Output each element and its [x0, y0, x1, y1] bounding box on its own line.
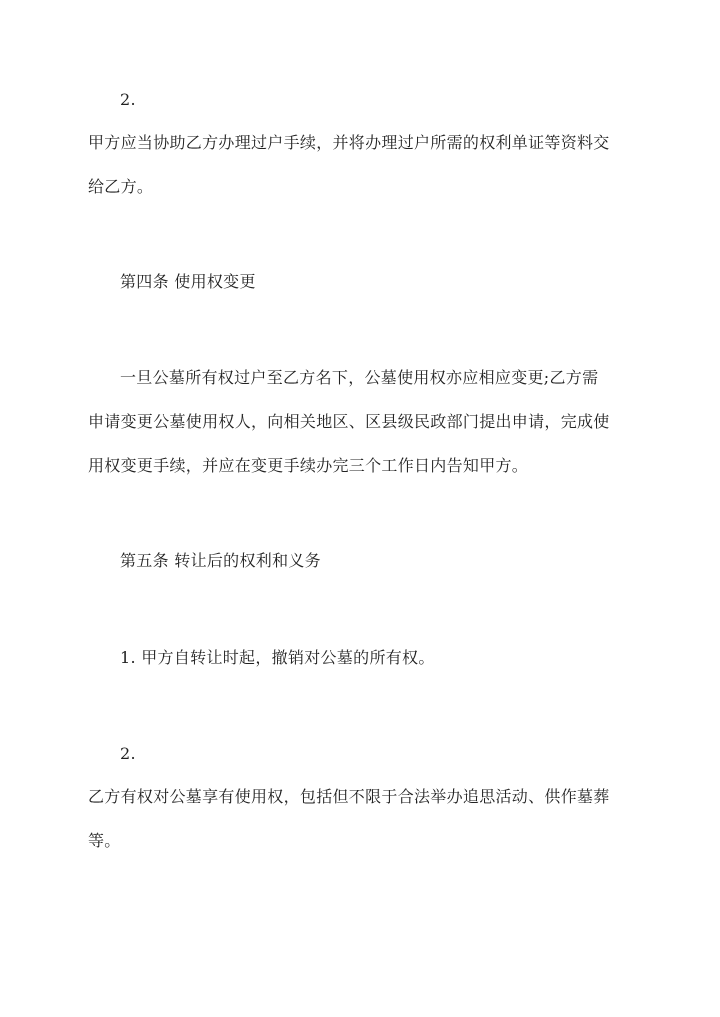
paragraph-line: 申请变更公墓使用权人，向相关地区、区县级民政部门提出申请，完成使 [88, 412, 610, 431]
article-heading: 第五条 转让后的权利和义务 [120, 551, 321, 570]
item-number: 2. [120, 744, 136, 763]
paragraph-line: 乙方有权对公墓享有使用权，包括但不限于合法举办追思活动、供作墓葬 [88, 787, 610, 806]
paragraph-line: 给乙方。 [88, 177, 154, 196]
paragraph-line: 一旦公墓所有权过户至乙方名下，公墓使用权亦应相应变更;乙方需 [120, 368, 599, 387]
article-heading: 第四条 使用权变更 [120, 272, 256, 291]
item-number: 2. [120, 90, 136, 109]
list-item: 1. 甲方自转让时起，撤销对公墓的所有权。 [120, 648, 435, 667]
paragraph-line: 甲方应当协助乙方办理过户手续，并将办理过户所需的权利单证等资料交 [88, 133, 610, 152]
paragraph-line: 用权变更手续，并应在变更手续办完三个工作日内告知甲方。 [88, 456, 529, 475]
paragraph-line: 等。 [88, 831, 121, 850]
